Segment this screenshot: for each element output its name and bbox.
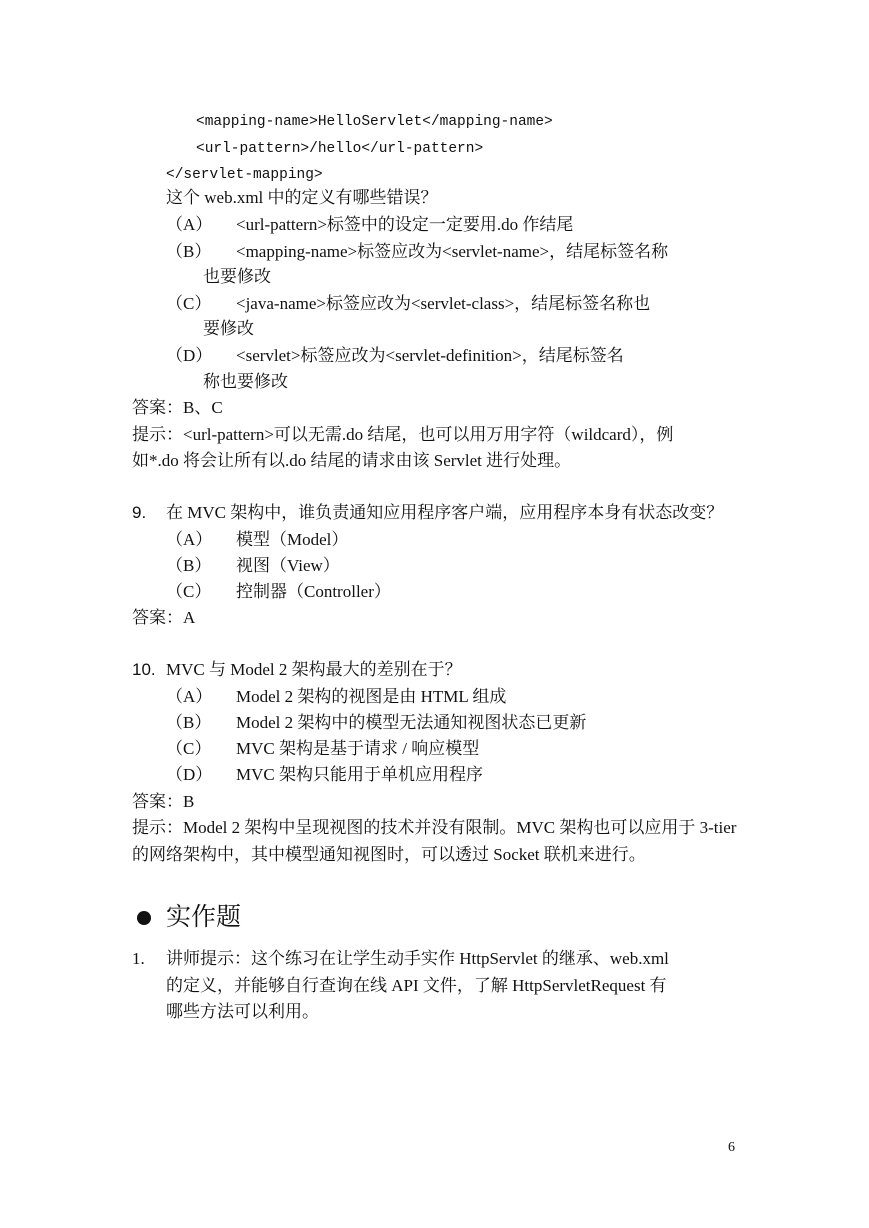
q10-option-b-text: Model 2 架构中的模型无法通知视图状态已更新	[236, 713, 587, 732]
q8-option-d-text: <servlet>标签应改为<servlet-definition>，结尾标签名	[236, 346, 624, 365]
q10-number: 10.	[132, 660, 156, 679]
code-line-url-pattern: <url-pattern>/hello</url-pattern>	[196, 141, 484, 157]
exercise1-line1: 讲师提示：这个练习在让学生动手实作 HttpServlet 的继承、web.xml	[166, 949, 669, 968]
q10-answer: 答案：B	[132, 792, 195, 811]
exercise1-line3: 哪些方法可以利用。	[166, 1002, 319, 1021]
q9-option-c-label: （C）	[166, 582, 212, 601]
section-bullet-icon	[137, 911, 151, 925]
exercise1-number: 1.	[132, 949, 145, 968]
q8-option-c-label: （C）	[166, 294, 212, 313]
q8-option-c-text: <java-name>标签应改为<servlet-class>，结尾标签名称也	[236, 294, 651, 313]
section-title: 实作题	[166, 904, 242, 931]
q9-answer: 答案：A	[132, 608, 196, 627]
code-line-servlet-mapping-close: </servlet-mapping>	[166, 167, 323, 183]
q10-option-a-text: Model 2 架构的视图是由 HTML 组成	[236, 687, 507, 706]
q9-option-a-text: 模型（Model）	[236, 530, 349, 549]
page-number: 6	[728, 1140, 735, 1155]
q10-option-d-text: MVC 架构只能用于单机应用程序	[236, 765, 483, 784]
q8-answer: 答案：B、C	[132, 398, 223, 417]
q8-option-b-label: （B）	[166, 242, 212, 261]
q9-question: 在 MVC 架构中，谁负责通知应用程序客户端，应用程序本身有状态改变？	[166, 503, 724, 522]
q8-option-b-text-cont: 也要修改	[203, 267, 271, 286]
q8-option-c-text-cont: 要修改	[203, 319, 254, 338]
q9-option-a-label: （A）	[166, 530, 213, 549]
q8-question: 这个 web.xml 中的定义有哪些错误？	[166, 188, 438, 207]
q8-option-d-text-cont: 称也要修改	[203, 372, 288, 391]
q10-question: MVC 与 Model 2 架构最大的差别在于？	[166, 660, 462, 679]
q10-option-c-label: （C）	[166, 739, 212, 758]
code-line-mapping-name: <mapping-name>HelloServlet</mapping-name>	[196, 114, 553, 130]
exercise1-line2: 的定义，并能够自行查询在线 API 文件，了解 HttpServletRequest 有	[166, 976, 667, 995]
q8-hint-line1: 提示：<url-pattern>可以无需.do 结尾，也可以用万用字符（wildcard），例	[132, 425, 674, 444]
q8-option-b-text: <mapping-name>标签应改为<servlet-name>，结尾标签名称	[236, 242, 669, 261]
q10-option-c-text: MVC 架构是基于请求 / 响应模型	[236, 739, 480, 758]
q10-hint-line2: 的网络架构中，其中模型通知视图时，可以透过 Socket 联机来进行。	[132, 845, 646, 864]
q9-option-b-label: （B）	[166, 556, 212, 575]
q9-option-b-text: 视图（View）	[236, 556, 340, 575]
q8-option-a-label: （A）	[166, 215, 213, 234]
q8-option-a-text: <url-pattern>标签中的设定一定要用.do 作结尾	[236, 215, 574, 234]
q8-hint-line2: 如*.do 将会让所有以.do 结尾的请求由该 Servlet 进行处理。	[132, 451, 572, 470]
q10-option-d-label: （D）	[166, 765, 213, 784]
q10-option-a-label: （A）	[166, 687, 213, 706]
q10-option-b-label: （B）	[166, 713, 212, 732]
q9-number: 9.	[132, 503, 147, 522]
q10-hint-line1: 提示：Model 2 架构中呈现视图的技术并没有限制。MVC 架构也可以应用于 3-tier	[132, 818, 737, 837]
q9-option-c-text: 控制器（Controller）	[236, 582, 391, 601]
q8-option-d-label: （D）	[166, 346, 213, 365]
